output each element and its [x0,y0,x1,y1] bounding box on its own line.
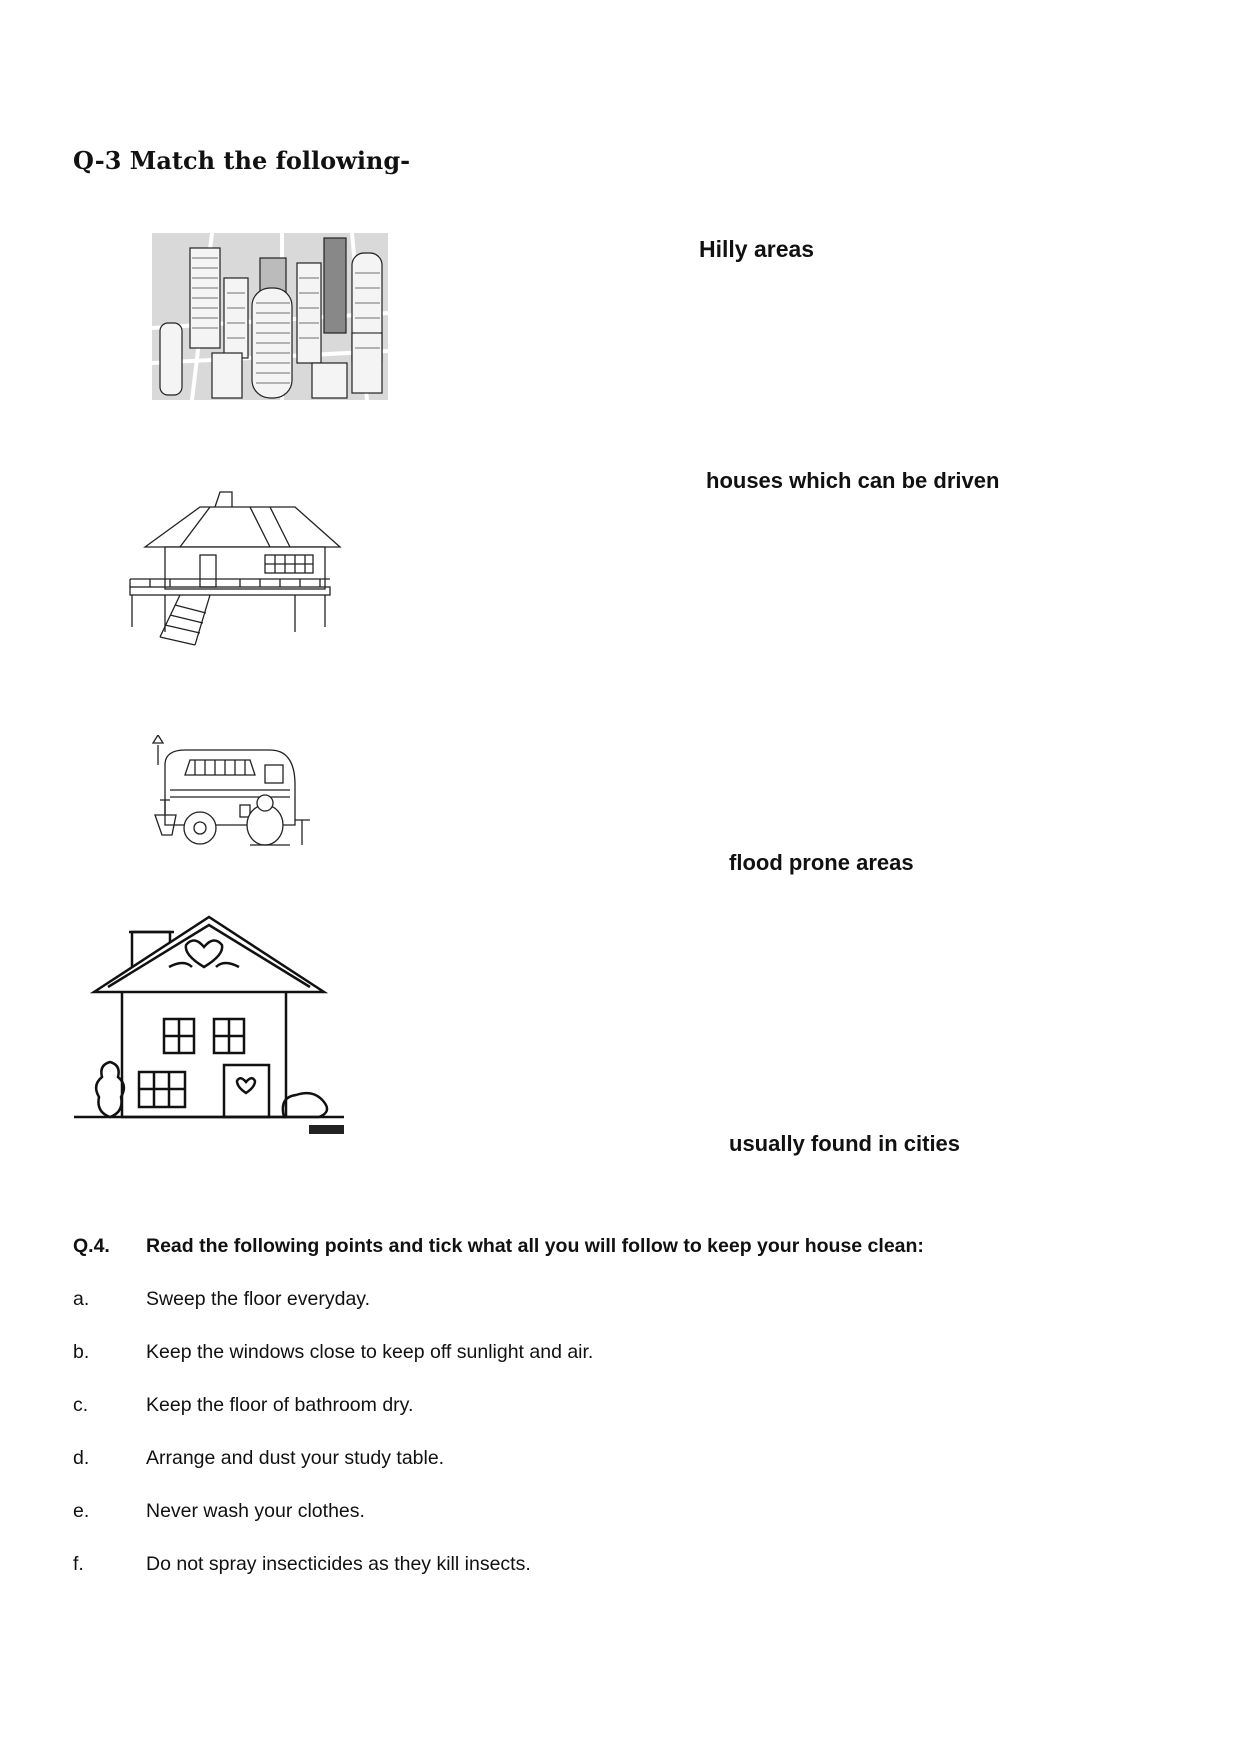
item-marker: a. [73,1288,90,1310]
item-text: Do not spray insecticides as they kill insects. [146,1553,531,1575]
list-item[interactable] [73,1288,1173,1311]
stilt-house-picture [120,487,355,652]
caravan-house-picture [150,735,315,858]
item-text: Never wash your clothes. [146,1500,365,1522]
match-option-cities: usually found in cities [729,1131,961,1156]
list-item[interactable] [73,1500,1173,1523]
list-item[interactable] [73,1394,1173,1417]
item-marker: c. [73,1394,89,1416]
item-marker: b. [73,1341,90,1363]
question-4-instruction: Read the following points and tick what all you will follow to keep your house clean: [146,1235,924,1257]
list-item[interactable] [73,1553,1173,1576]
list-item[interactable] [73,1447,1173,1470]
item-text: Sweep the floor everyday. [146,1288,371,1310]
match-option-flood-prone: flood prone areas [729,850,914,875]
question-4 [73,1235,1173,1576]
list-item[interactable] [73,1341,1173,1364]
item-text: Arrange and dust your study table. [146,1447,445,1469]
item-marker: e. [73,1500,90,1522]
skyscrapers-city-picture [152,233,388,400]
match-option-hilly-areas: Hilly areas [699,236,815,262]
question-3-title: Q-3 Match the following- [73,146,411,175]
item-text: Keep the floor of bathroom dry. [146,1394,414,1416]
match-option-houses-driven: houses which can be driven [706,468,1000,493]
item-text: Keep the windows close to keep off sunlight and air. [146,1341,594,1363]
question-4-number: Q.4. [73,1235,110,1257]
item-marker: d. [73,1447,90,1469]
cottage-house-picture [74,897,346,1152]
checklist [73,1288,1173,1576]
question-4-heading [73,1235,1173,1258]
item-marker: f. [73,1553,84,1575]
